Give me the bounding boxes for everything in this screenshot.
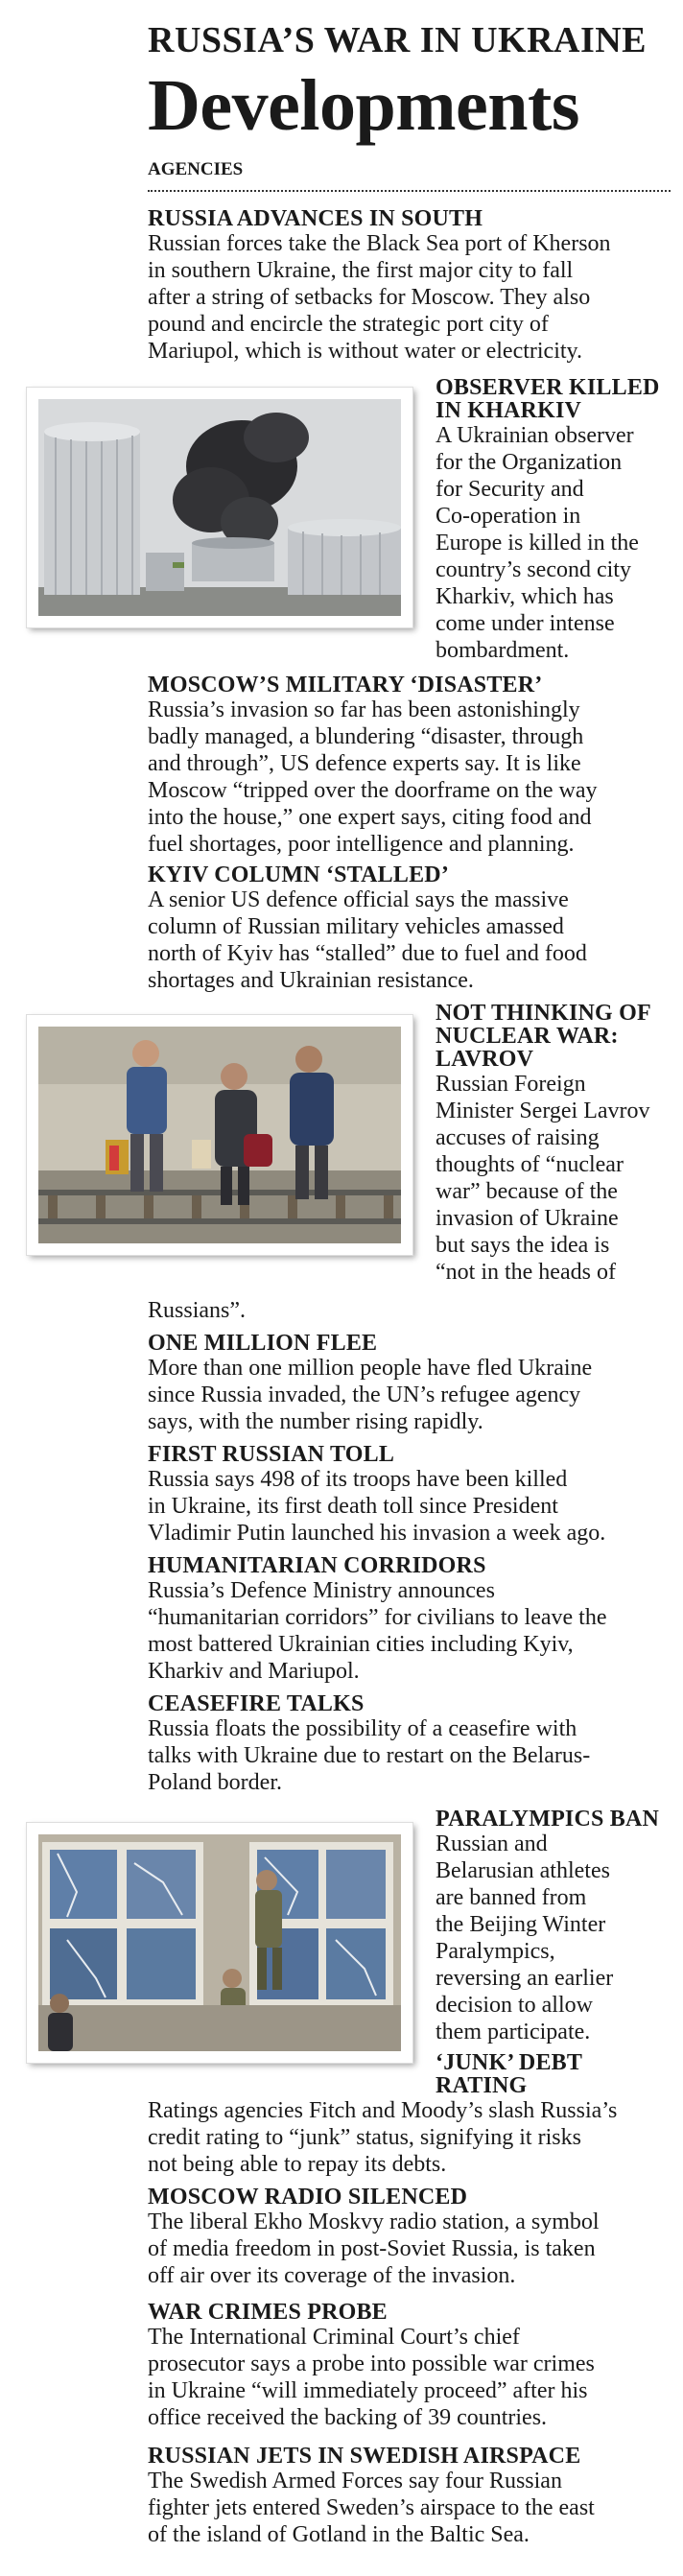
news-item-observer-killed bbox=[436, 376, 675, 664]
dotted-divider bbox=[148, 190, 671, 192]
news-item-kyiv-column bbox=[148, 863, 671, 994]
item-heading: WAR CRIMES PROBE bbox=[148, 2300, 388, 2325]
news-item-paralympics-ban bbox=[436, 1808, 675, 2045]
refugees-railway-image bbox=[38, 1027, 401, 1243]
item-heading: HUMANITARIAN CORRIDORS bbox=[148, 1553, 486, 1578]
news-item-russia-advances bbox=[148, 207, 671, 365]
news-item-lavrov bbox=[436, 1002, 675, 1286]
item-body: Russian Foreign Minister Sergei Lavrov accuses of raising thoughts of “nuclear war” because of the invasion of Ukraine but says the idea is “not in the heads of bbox=[436, 1072, 650, 1285]
broken-windows-photo bbox=[27, 1823, 412, 2063]
item-heading: CEASEFIRE TALKS bbox=[148, 1691, 365, 1716]
news-item-military-disaster bbox=[148, 674, 671, 858]
item-body: Russian forces take the Black Sea port of Kherson in southern Ukraine, the first major city to fall after a string of setbacks for Moscow. They also pound and encircle the strategic port city of Mariupol, which is without water or electricity. bbox=[148, 231, 611, 364]
item-body: Russian and Belarusian athletes are banned from the Beijing Winter Paralympics, reversing an earlier decision to allow them participate. bbox=[436, 1832, 614, 2044]
item-body: The liberal Ekho Moskvy radio station, a symbol of media freedom in post-Soviet Russia, is taken off air over its coverage of the invasion. bbox=[148, 2210, 600, 2288]
refugees-railway-photo bbox=[27, 1015, 412, 1255]
item-body: A Ukrainian observer for the Organization for Security and Co-operation in Europe is killed in the country’s second city Kharkiv, which has come under intense bombardment. bbox=[436, 423, 639, 663]
news-item-junk-rating-body bbox=[148, 2097, 671, 2178]
item-body: Ratings agencies Fitch and Moody’s slash Russia’s credit rating to “junk” status, signifying it risks not being able to repay its debts. bbox=[148, 2098, 618, 2177]
news-item-junk-rating bbox=[436, 2051, 675, 2097]
broken-windows-image bbox=[38, 1834, 401, 2051]
item-body: The International Criminal Court’s chief prosecutor says a probe into possible war crimes in Ukraine “will immediately proceed” after his office received the backing of 39 countries. bbox=[148, 2325, 595, 2430]
section-kicker: RUSSIA’S WAR IN UKRAINE bbox=[148, 20, 648, 60]
fuel-tank-smoke-photo bbox=[27, 388, 412, 627]
item-heading: ONE MILLION FLEE bbox=[148, 1331, 378, 1356]
news-item-radio-silenced bbox=[148, 2186, 671, 2289]
page-title: Developments bbox=[148, 65, 579, 146]
item-heading: OBSERVER KILLED IN KHARKIV bbox=[436, 375, 660, 423]
fuel-tank-smoke-image bbox=[38, 399, 401, 616]
item-heading: MOSCOW’S MILITARY ‘DISASTER’ bbox=[148, 673, 543, 697]
item-body: More than one million people have fled Ukraine since Russia invaded, the UN’s refugee agency says, with the number rising rapidly. bbox=[148, 1356, 593, 1434]
item-heading: RUSSIA ADVANCES IN SOUTH bbox=[148, 206, 483, 231]
news-item-war-crimes bbox=[148, 2301, 671, 2431]
item-heading: ‘JUNK’ DEBT RATING bbox=[436, 2050, 583, 2098]
item-body: A senior US defence official says the massive column of Russian military vehicles amassed north of Kyiv has “stalled” due to fuel and food shortages and Ukrainian resistance. bbox=[148, 887, 587, 993]
item-body: Russia’s Defence Ministry announces “humanitarian corridors” for civilians to leave the most battered Ukrainian cities including Kyiv, Kharkiv and Mariupol. bbox=[148, 1578, 607, 1684]
item-body: Russia says 498 of its troops have been killed in Ukraine, its first death toll since President Vladimir Putin launched his invasion a week ago. bbox=[148, 1467, 606, 1546]
news-item-ceasefire bbox=[148, 1692, 671, 1796]
item-heading: NOT THINKING OF NUCLEAR WAR: LAVROV bbox=[436, 1001, 651, 1072]
item-body: Russia’s invasion so far has been astonishingly badly managed, a blundering “disaster, through and through”, US defence experts say. It is like Moscow “tripped over the doorframe on the way into the house,” one expert says, citing food and fuel shortages, poor intelligence and planning. bbox=[148, 697, 598, 857]
item-body: The Swedish Armed Forces say four Russian fighter jets entered Sweden’s airspace to the east of the island of Gotland in the Baltic Sea. bbox=[148, 2469, 595, 2547]
item-heading: RUSSIAN JETS IN SWEDISH AIRSPACE bbox=[148, 2444, 581, 2469]
news-item-humanitarian-corridors bbox=[148, 1554, 671, 1685]
news-item-lavrov-tail: Russians”. bbox=[148, 1298, 246, 1323]
item-heading: FIRST RUSSIAN TOLL bbox=[148, 1442, 395, 1467]
news-item-swedish-airspace bbox=[148, 2445, 671, 2548]
item-heading: MOSCOW RADIO SILENCED bbox=[148, 2185, 468, 2210]
byline: AGENCIES bbox=[148, 159, 244, 179]
news-item-first-toll bbox=[148, 1443, 671, 1547]
item-body: Russia floats the possibility of a ceasefire with talks with Ukraine due to restart on the Belarus- Poland border. bbox=[148, 1716, 591, 1795]
news-item-million-flee bbox=[148, 1332, 671, 1435]
item-heading: KYIV COLUMN ‘STALLED’ bbox=[148, 863, 450, 887]
item-heading: PARALYMPICS BAN bbox=[436, 1807, 660, 1832]
